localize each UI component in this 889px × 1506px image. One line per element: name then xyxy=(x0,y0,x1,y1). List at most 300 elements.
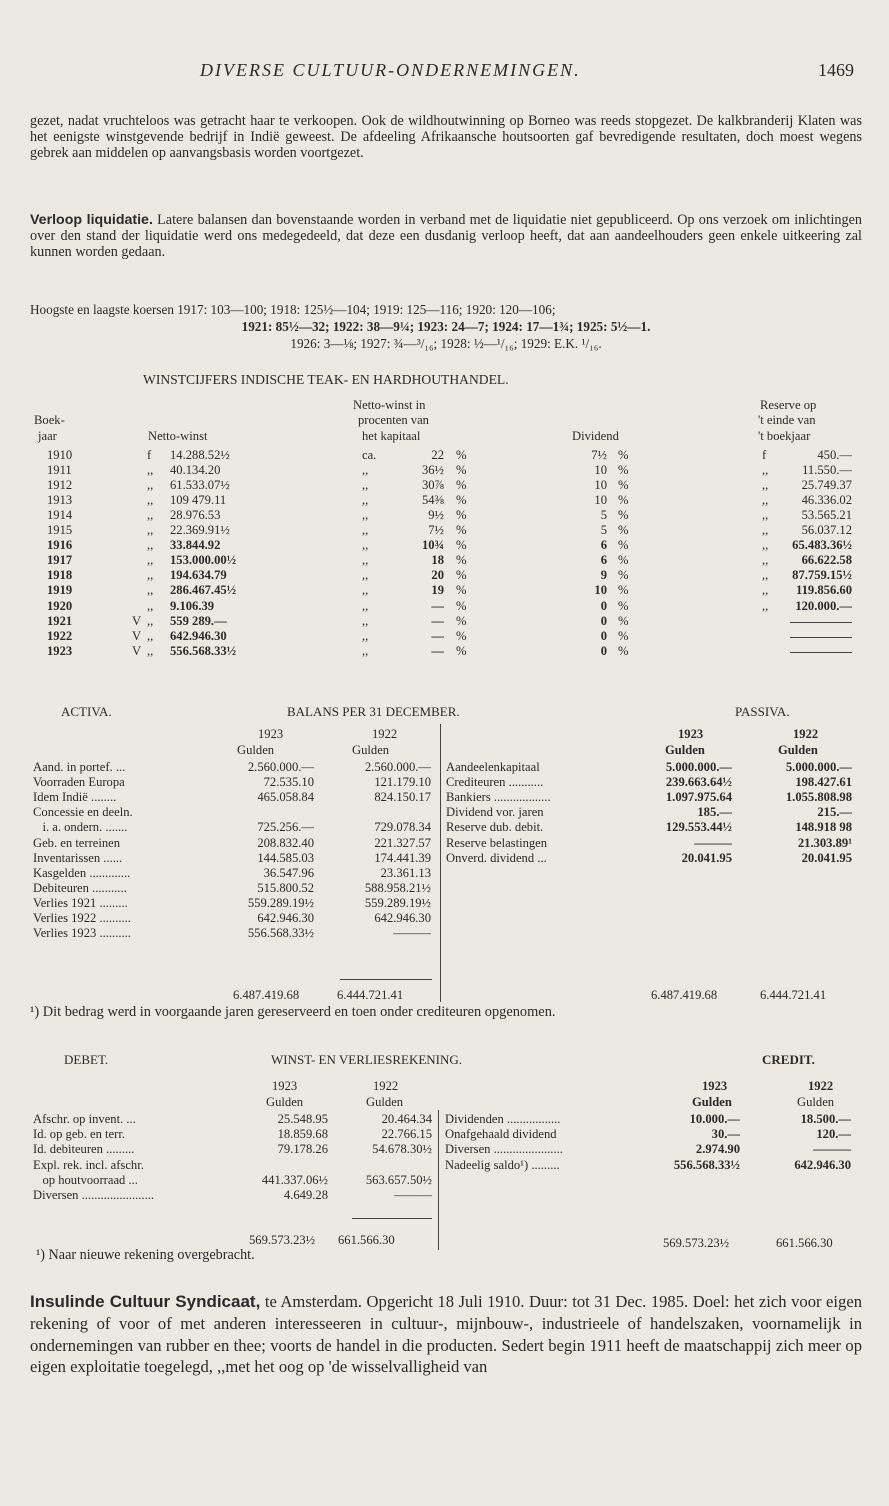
ledger-label-text: Idem Indië xyxy=(33,790,88,805)
intro-paragraph: gezet, nadat vruchteloos was getracht haar te verkoopen. Ook de wildhoutwinning op Borneo was reeds stopgezet. De kalkbranderij Klaten was het eenigste winstgevende bedrijf in Indië geweest. De afdeeling Afrikaansche houtsoorten gaf bevredigende resultaten, doch moest wegens gebrek aan middelen op aanvangsbasis worden voortgezet. xyxy=(30,113,862,161)
cell-div-sign: % xyxy=(618,598,629,613)
ledger-label-text: Crediteuren xyxy=(446,775,506,790)
cell-div: 0 xyxy=(600,598,607,613)
ledger-label xyxy=(33,896,128,911)
ledger-value-1923: 2.560.000.— xyxy=(247,760,314,774)
cell-netto: 559 289.— xyxy=(170,613,227,628)
ledger-label-text: Concessie en deeln. xyxy=(33,805,133,820)
cell-res: 66.622.58 xyxy=(801,553,852,568)
ledger-value-1922: 221.327.57 xyxy=(374,835,431,850)
ledger-dots: .......... xyxy=(96,911,131,925)
ledger-value-1922: 21.303.89¹ xyxy=(797,835,852,850)
cell-div: 10 xyxy=(594,493,607,508)
balans-passiva-row xyxy=(0,820,889,835)
ledger-value-1922: 22.766.15 xyxy=(381,1127,432,1142)
cell-pct: 18 xyxy=(431,553,444,568)
passiva-label: PASSIVA. xyxy=(735,704,790,719)
wv-credit-unit2: Gulden xyxy=(797,1095,835,1109)
cell-netto: 33.844.92 xyxy=(170,538,221,553)
ledger-label-text: i. a. ondern. xyxy=(33,820,103,835)
ledger-value-1923: 10.000.— xyxy=(689,1112,740,1126)
ledger-label-text: Inventarissen xyxy=(33,850,101,865)
cell-pct: — xyxy=(431,628,444,643)
cell-jaar: 1917 xyxy=(47,553,73,568)
col-boekjaar-line2: jaar xyxy=(38,429,57,443)
cell-netto: 153.000.00½ xyxy=(170,553,237,568)
cell-res: 450.— xyxy=(817,448,852,462)
running-title: DIVERSE CULTUUR-ONDERNEMINGEN. xyxy=(200,60,581,80)
ledger-label-text: Kasgelden xyxy=(33,865,87,880)
cell-cur: f xyxy=(147,448,152,462)
ledger-label-text: Verlies 1921 xyxy=(33,895,97,910)
ledger-label-text: Dividenden xyxy=(445,1112,504,1126)
cell-res-cur: ,, xyxy=(762,583,769,598)
cell-cur: ,, xyxy=(147,553,154,568)
cell-netto: 61.533.07½ xyxy=(170,478,230,493)
cell-cur: ,, xyxy=(147,598,154,613)
col-dividend-header: Dividend xyxy=(572,429,619,443)
col-reserve-line2: 't einde van xyxy=(758,413,816,427)
winst-verlies-title: WINST- EN VERLIESREKENING. xyxy=(271,1052,463,1067)
cell-jaar: 1922 xyxy=(47,628,73,643)
table-row xyxy=(0,583,889,598)
cell-div: 5 xyxy=(600,523,607,538)
cell-jaar: 1918 xyxy=(47,568,73,583)
cell-cur: ,, xyxy=(147,463,154,478)
ledger-value-1923: 556.568.33½ xyxy=(673,1157,740,1172)
ledger-value-1922: 121.179.10 xyxy=(374,775,431,790)
table-row xyxy=(0,478,889,493)
cell-div: 10 xyxy=(594,583,607,598)
ledger-label xyxy=(33,881,127,896)
ledger-value-1923: 642.946.30 xyxy=(257,911,314,925)
ledger-label-text: Diversen xyxy=(445,1142,491,1157)
cell-pct-sign: % xyxy=(456,493,467,508)
cell-pct-pre: ,, xyxy=(362,553,369,568)
balans-activa-unit1: Gulden xyxy=(237,743,275,757)
table-row xyxy=(0,553,889,568)
wv-credit-year2: 1922 xyxy=(808,1079,834,1093)
table-row xyxy=(0,493,889,508)
cell-netto: 9.106.39 xyxy=(170,598,215,613)
wv-debet-row xyxy=(0,1188,889,1203)
ledger-dots: ........ xyxy=(87,790,117,805)
cell-netto: 28.976.53 xyxy=(170,508,221,523)
cell-jaar: 1912 xyxy=(47,478,73,493)
cell-cur: ,, xyxy=(147,643,154,658)
ledger-label-text: Geb. en terreinen xyxy=(33,835,121,850)
cell-cur: ,, xyxy=(147,508,154,523)
ledger-value-1923: 36.547.96 xyxy=(263,865,314,880)
cell-pct-pre: ,, xyxy=(362,568,369,583)
wv-total-debet-1923: 569.573.23½ xyxy=(249,1233,316,1247)
cell-jaar: 1916 xyxy=(47,538,73,553)
cell-div-sign: % xyxy=(618,553,629,568)
cell-res: 56.037.12 xyxy=(801,523,852,538)
ledger-value-1923: 465.058.84 xyxy=(257,790,314,805)
cell-div-sign: % xyxy=(618,643,629,658)
balans-activa-year2: 1922 xyxy=(372,727,398,741)
table-row xyxy=(0,523,889,538)
ledger-label xyxy=(446,775,543,790)
cell-pct-pre: ,, xyxy=(362,478,369,493)
ledger-label xyxy=(33,1173,138,1188)
ledger-label xyxy=(446,805,544,820)
balans-passiva-unit2: Gulden xyxy=(778,743,818,757)
wv-credit-unit1: Gulden xyxy=(692,1095,732,1109)
ledger-dots: ...................... xyxy=(490,1142,563,1157)
ledger-label-text: Reserve dub. debit. xyxy=(446,820,544,835)
cell-cur: ,, xyxy=(147,568,154,583)
col-pct-line2: procenten van xyxy=(358,413,429,427)
ledger-label xyxy=(445,1142,563,1157)
ledger-dots: ......... xyxy=(102,1142,135,1157)
ledger-value-1922: ——— xyxy=(393,926,431,941)
cell-cur: ,, xyxy=(147,583,154,598)
wv-total-debet-1922: 661.566.30 xyxy=(338,1233,395,1247)
cell-res-cur: ,, xyxy=(762,568,769,583)
ledger-value-1923: 144.585.03 xyxy=(257,850,314,865)
balans-activa-year1: 1923 xyxy=(258,727,284,741)
balans-footnote: ¹) Dit bedrag werd in voorgaande jaren gereserveerd en toen onder crediteuren opgenomen. xyxy=(30,1004,556,1020)
wv-credit-row xyxy=(0,1127,889,1142)
cell-jaar: 1919 xyxy=(47,583,73,598)
cell-pct-pre: ,, xyxy=(362,538,369,553)
ledger-dots: ................. xyxy=(503,1112,561,1126)
cell-netto: 40.134.20 xyxy=(170,463,221,478)
cell-res-cur: ,, xyxy=(762,553,769,568)
cell-netto: 556.568.33½ xyxy=(170,643,237,658)
ledger-value-1923: 4.649.28 xyxy=(283,1188,328,1202)
wv-credit-row xyxy=(0,1142,889,1157)
wv-debet-unit2: Gulden xyxy=(366,1095,404,1109)
cell-jaar: 1921 xyxy=(47,613,73,628)
empty-reserve-rule xyxy=(790,652,852,653)
cell-div: 7½ xyxy=(591,448,607,462)
cell-pct: 20 xyxy=(431,568,444,583)
cell-div-sign: % xyxy=(618,478,629,493)
cell-netto: 14.288.52½ xyxy=(170,448,230,462)
koersen-line-3: 1926: 3—⅛; 1927: ¾—³/₁₆; 1928: ½—¹/₁₆; 1929: E.K. ¹/₁₆. xyxy=(290,336,602,351)
ledger-value-1922: ——— xyxy=(813,1142,851,1157)
cell-pct-sign: % xyxy=(456,643,467,658)
cell-v: V xyxy=(132,643,142,658)
cell-cur: ,, xyxy=(147,628,154,643)
ledger-value-1922: 54.678.30½ xyxy=(372,1142,432,1157)
ledger-value-1923: 18.859.68 xyxy=(277,1127,328,1142)
cell-cur: ,, xyxy=(147,613,154,628)
cell-res-cur: ,, xyxy=(762,523,769,538)
balans-passiva-unit1: Gulden xyxy=(665,743,705,757)
cell-div-sign: % xyxy=(618,523,629,538)
cell-res: 65.483.36½ xyxy=(792,538,852,553)
cell-netto: 109 479.11 xyxy=(170,493,227,508)
balans-passiva-row xyxy=(0,775,889,790)
ledger-value-1923: 20.041.95 xyxy=(681,850,732,865)
ledger-value-1922: 559.289.19½ xyxy=(364,895,431,910)
debet-label: DEBET. xyxy=(64,1052,109,1067)
ledger-dots: .................. xyxy=(490,790,551,805)
balans-passiva-year2: 1922 xyxy=(793,727,819,741)
empty-reserve-rule xyxy=(790,637,852,638)
cell-div: 6 xyxy=(600,553,607,568)
cell-res: 46.336.02 xyxy=(801,493,852,508)
cell-pct: — xyxy=(431,643,444,658)
ledger-value-1922: 215.— xyxy=(817,805,852,820)
cell-netto: 194.634.79 xyxy=(170,568,227,583)
winst-table-title: WINSTCIJFERS INDISCHE TEAK- EN HARDHOUTHANDEL. xyxy=(143,372,509,387)
ledger-label-text: Reserve belastingen xyxy=(446,835,548,850)
ledger-value-1922: 588.958.21½ xyxy=(364,880,431,895)
ledger-value-1923: 725.256.— xyxy=(257,820,314,835)
ledger-value-1922: 23.361.13 xyxy=(380,865,431,880)
cell-pct: 22 xyxy=(431,448,444,462)
cell-pct-pre: ,, xyxy=(362,613,369,628)
ledger-label xyxy=(446,790,551,805)
cell-div: 10 xyxy=(594,463,607,478)
ledger-value-1923: 559.289.19½ xyxy=(247,895,314,910)
ledger-label xyxy=(33,866,130,881)
cell-pct: — xyxy=(431,613,444,628)
cell-pct-pre: ,, xyxy=(362,463,369,478)
table-row xyxy=(0,508,889,523)
ledger-value-1922: 174.441.39 xyxy=(374,850,431,865)
ledger-label-text: Voorraden Europa xyxy=(33,775,125,790)
ledger-dots: ........... xyxy=(505,775,544,790)
ledger-value-1922: 5.000.000.— xyxy=(785,760,852,774)
ledger-label-text: Nadeelig saldo¹) xyxy=(445,1157,529,1172)
ledger-value-1923: 441.337.06½ xyxy=(261,1172,328,1187)
cell-div: 0 xyxy=(600,628,607,643)
balans-activa-unit2: Gulden xyxy=(352,743,390,757)
ledger-dots: ...... xyxy=(100,850,123,865)
ledger-label-text: Verlies 1923 xyxy=(33,926,97,941)
col-reserve-line3: 't boekjaar xyxy=(758,429,811,443)
cell-v: V xyxy=(132,613,142,628)
cell-cur: ,, xyxy=(147,523,154,538)
cell-pct-pre: ,, xyxy=(362,598,369,613)
ledger-label-text: Aandeelenkapitaal xyxy=(446,760,540,774)
cell-res: 53.565.21 xyxy=(801,508,852,523)
cell-div: 0 xyxy=(600,643,607,658)
ledger-label-text: Debiteuren xyxy=(33,880,89,895)
ledger-dots: ......... xyxy=(528,1157,560,1172)
balans-activa-row xyxy=(0,866,889,881)
cell-pct-pre: ,, xyxy=(362,583,369,598)
col-reserve-line1: Reserve op xyxy=(760,398,817,412)
wv-debet-unit1: Gulden xyxy=(266,1095,304,1109)
cell-div-sign: % xyxy=(618,448,629,462)
liquidatie-heading: Verloop liquidatie. xyxy=(30,212,153,228)
cell-v: V xyxy=(132,628,142,643)
table-row xyxy=(0,463,889,478)
ledger-label xyxy=(446,760,540,775)
cell-pct-pre: ,, xyxy=(362,643,369,658)
ledger-label xyxy=(446,851,547,866)
ledger-dots: ....... xyxy=(102,820,128,835)
ledger-dots: ... xyxy=(112,760,126,774)
cell-pct-sign: % xyxy=(456,598,467,613)
ledger-value-1922: 642.946.30 xyxy=(794,1157,851,1172)
balans-passiva-row xyxy=(0,760,889,775)
ledger-dots: ........... xyxy=(88,880,127,895)
ledger-dots: ... xyxy=(125,1172,138,1187)
cell-netto: 22.369.91½ xyxy=(170,523,230,538)
ledger-value-1922: 20.041.95 xyxy=(801,850,852,865)
cell-pct-sign: % xyxy=(456,478,467,493)
balans-activa-row xyxy=(0,911,889,926)
ledger-value-1922: 20.464.34 xyxy=(381,1112,432,1126)
balans-total-activa-1922: 6.444.721.41 xyxy=(337,988,404,1002)
cell-div-sign: % xyxy=(618,568,629,583)
table-row xyxy=(0,568,889,583)
ledger-value-1922: 198.427.61 xyxy=(795,775,852,790)
ledger-label-text: Diversen xyxy=(33,1188,79,1202)
ledger-value-1922: 148.918 98 xyxy=(795,820,852,835)
ledger-value-1923: 72.535.10 xyxy=(263,775,314,790)
ledger-label-text: Onverd. dividend xyxy=(446,850,535,865)
cell-pct: 36½ xyxy=(421,463,444,478)
cell-res: 87.759.15½ xyxy=(792,568,852,583)
ledger-value-1923: 5.000.000.— xyxy=(665,760,732,774)
col-pct-line1: Netto-winst in xyxy=(353,398,426,412)
cell-netto: 286.467.45½ xyxy=(170,583,237,598)
balans-passiva-row xyxy=(0,805,889,820)
ledger-label-text: op houtvoorraad xyxy=(33,1172,126,1187)
koersen-block xyxy=(30,301,862,352)
wv-debet-year1: 1923 xyxy=(272,1079,298,1093)
page-number: 1469 xyxy=(818,60,854,80)
cell-pct: — xyxy=(431,598,444,613)
balans-rule xyxy=(340,979,432,980)
col-boekjaar-line1: Boek- xyxy=(34,413,65,427)
cell-pct-sign: % xyxy=(456,553,467,568)
table-row xyxy=(0,599,889,614)
ledger-label-text: Verlies 1922 xyxy=(33,911,97,925)
cell-res-cur: ,, xyxy=(762,493,769,508)
col-netto-header: Netto-winst xyxy=(148,429,208,443)
ledger-value-1923: 556.568.33½ xyxy=(247,926,314,941)
cell-div-sign: % xyxy=(618,493,629,508)
balans-title: BALANS PER 31 DECEMBER. xyxy=(287,704,460,719)
wv-credit-row xyxy=(0,1112,889,1127)
cell-div-sign: % xyxy=(618,613,629,628)
cell-pct-sign: % xyxy=(456,568,467,583)
cell-res-cur: ,, xyxy=(762,463,769,478)
col-pct-line3: het kapitaal xyxy=(362,429,421,443)
ledger-label xyxy=(445,1112,560,1127)
ledger-label-text: Expl. rek. incl. afschr. xyxy=(33,1157,144,1172)
credit-label: CREDIT. xyxy=(762,1052,815,1067)
balans-passiva-row xyxy=(0,836,889,851)
ledger-label xyxy=(445,1127,557,1142)
cell-res: 120.000.— xyxy=(795,598,852,613)
cell-pct-pre: ,, xyxy=(362,628,369,643)
ledger-value-1923: 515.800.52 xyxy=(257,880,314,895)
insulinde-text: te Amsterdam. Opgericht 18 Juli 1910. Duur: tot 31 Dec. 1985. Doel: het zich voor eigen rekening of voor of met anderen interesseeren in cultuur-, mijnbouw-, industrieele of handelszaken, voornamelijk in ondernemingen van rubber en thee; voorts de handel in die producten. Sedert begin 1911 heeft de maatschappij zich meer op eigen exploitatie toegelegd, ,,met het oog op 'de wisselvalligheid van xyxy=(30,1292,862,1377)
cell-res: 25.749.37 xyxy=(801,478,852,493)
ledger-label xyxy=(446,820,543,835)
ledger-value-1923: 2.974.90 xyxy=(695,1142,740,1157)
cell-div-sign: % xyxy=(618,508,629,523)
balans-total-passiva-1922: 6.444.721.41 xyxy=(760,988,827,1002)
ledger-label xyxy=(33,911,131,926)
koersen-line-2: 1921: 85½—32; 1922: 38—9¼; 1923: 24—7; 1924: 17—1¾; 1925: 5½—1. xyxy=(241,319,651,334)
table-row xyxy=(0,644,889,659)
cell-res-cur: ,, xyxy=(762,598,769,613)
ledger-value-1923: 30.— xyxy=(711,1127,740,1142)
cell-pct: 7½ xyxy=(428,523,444,538)
ledger-dots: ............. xyxy=(86,865,131,880)
balans-activa-row xyxy=(0,926,889,941)
ledger-label xyxy=(33,926,131,941)
wv-credit-year1: 1923 xyxy=(702,1079,728,1093)
balans-passiva-row xyxy=(0,851,889,866)
cell-pct-pre: ,, xyxy=(362,508,369,523)
ledger-label-text: Dividend vor. jaren xyxy=(446,805,544,820)
cell-div: 9 xyxy=(600,568,607,583)
ledger-value-1923: 25.548.95 xyxy=(277,1112,328,1126)
wv-total-credit-1922: 661.566.30 xyxy=(776,1236,833,1250)
ledger-value-1922: ——— xyxy=(394,1188,432,1202)
ledger-label xyxy=(445,1158,560,1173)
cell-pct: 9½ xyxy=(428,508,444,523)
balans-activa-row xyxy=(0,881,889,896)
cell-pct-sign: % xyxy=(456,523,467,538)
liquidatie-text: Latere balansen dan bovenstaande worden in verband met de liquidatie niet gepubliceerd. Op ons verzoek om inlichtingen over den stand der liquidatie werd ons medegedeeld, dat deze een dusdanig verloop heeft, dat aan aandeelhouders geen enkele uitkeering zal kunnen worden gedaan. xyxy=(30,212,862,260)
ledger-dots: .......... xyxy=(96,926,131,941)
cell-jaar: 1920 xyxy=(47,598,73,613)
cell-div: 0 xyxy=(600,613,607,628)
cell-pct-pre: ,, xyxy=(362,523,369,538)
ledger-dots: ... xyxy=(534,850,547,865)
empty-reserve-rule xyxy=(790,622,852,623)
cell-res-cur: ,, xyxy=(762,508,769,523)
ledger-value-1922: 642.946.30 xyxy=(374,911,431,925)
cell-jaar: 1911 xyxy=(47,463,72,478)
balans-passiva-year1: 1923 xyxy=(678,727,704,741)
ledger-label xyxy=(446,836,547,851)
ledger-label-text: Bankiers xyxy=(446,790,491,805)
cell-div: 5 xyxy=(600,508,607,523)
table-row xyxy=(0,538,889,553)
cell-cur: ,, xyxy=(147,538,154,553)
cell-div: 6 xyxy=(600,538,607,553)
ledger-value-1923: 185.— xyxy=(697,805,732,820)
cell-pct-sign: % xyxy=(456,508,467,523)
ledger-value-1922: 18.500.— xyxy=(800,1112,851,1126)
ledger-label-text: Onafgehaald dividend xyxy=(445,1127,557,1142)
ledger-label-text: Id. debiteuren xyxy=(33,1142,103,1157)
ledger-value-1922: 824.150.17 xyxy=(374,790,431,805)
ledger-dots: ....................... xyxy=(78,1188,155,1202)
cell-pct-pre: ca. xyxy=(362,448,377,462)
wv-divider xyxy=(438,1110,439,1250)
balans-total-activa-1923: 6.487.419.68 xyxy=(233,988,300,1002)
wv-credit-row xyxy=(0,1158,889,1173)
ledger-value-1923: 208.832.40 xyxy=(257,835,314,850)
cell-div-sign: % xyxy=(618,628,629,643)
wv-debet-year2: 1922 xyxy=(373,1079,399,1093)
cell-jaar: 1914 xyxy=(47,508,73,523)
ledger-value-1923: 1.097.975.64 xyxy=(665,790,732,805)
ledger-label-text: Afschr. op invent. xyxy=(33,1112,124,1126)
ledger-value-1922: 729.078.34 xyxy=(374,820,431,835)
cell-pct-sign: % xyxy=(456,613,467,628)
cell-cur: ,, xyxy=(147,478,154,493)
cell-div: 10 xyxy=(594,478,607,493)
cell-div-sign: % xyxy=(618,583,629,598)
